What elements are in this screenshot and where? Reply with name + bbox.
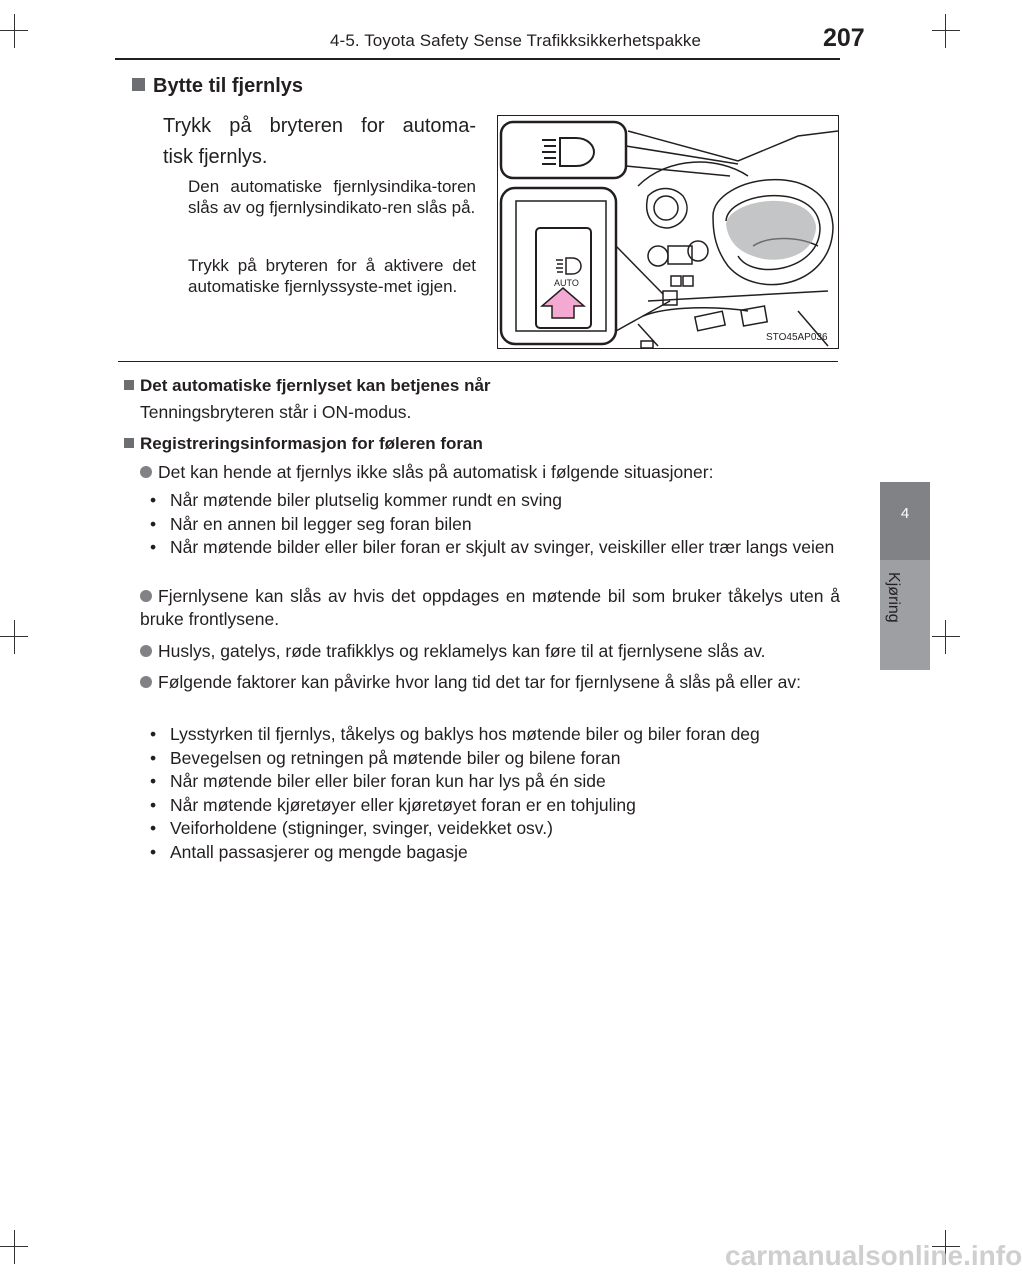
watermark: carmanualsonline.info (725, 1240, 1022, 1271)
square-bullet-icon (124, 438, 134, 448)
instruction-text: Trykk på bryteren for automa- tisk fjernlys. (163, 115, 476, 168)
chapter-label: Kjøring (885, 572, 902, 623)
dashboard-illustration (497, 115, 839, 349)
round-bullet-icon (140, 676, 152, 688)
body-text: Tenningsbryteren står i ON-modus. (140, 402, 412, 422)
section-divider (118, 361, 838, 362)
list-item: • Antall passasjerer og mengde bagasje (140, 841, 835, 865)
auto-switch-label: AUTO (554, 278, 579, 288)
header-rule (115, 58, 840, 60)
list-item: • Når møtende bilder eller biler foran er skjult av svinger, veiskiller eller trær langs veien (140, 536, 835, 560)
body-paragraph: Følgende faktorer kan påvirke hvor lang tid det tar for fjernlysene å slås på eller av: (140, 671, 840, 694)
crop-mark (14, 620, 15, 654)
section-header: 4-5. Toyota Safety Sense Trafikksikkerhetspakke (330, 31, 702, 50)
crop-mark (932, 30, 960, 31)
page-number: 207 (823, 24, 865, 52)
subsection-heading: Det automatiske fjernlyset kan betjenes når (124, 376, 491, 396)
round-bullet-icon (140, 590, 152, 602)
round-bullet-icon (140, 645, 152, 657)
body-paragraph: Det kan hende at fjernlys ikke slås på automatisk i følgende situasjoner: (140, 461, 840, 484)
list-item: • Når møtende biler plutselig kommer rundt en sving (140, 489, 835, 513)
note-text: Den automatiske fjernlysindika-toren slås av og fjernlysindikato-ren slås på. (188, 177, 476, 217)
crop-mark (14, 1230, 15, 1264)
crop-mark (945, 620, 946, 654)
round-bullet-icon (140, 466, 152, 478)
chapter-number: 4 (900, 505, 910, 522)
square-bullet-icon (132, 78, 145, 91)
list-item: • Bevegelsen og retningen på møtende biler og bilene foran (140, 747, 835, 771)
subsection-heading: Registreringsinformasjon for føleren foran (124, 434, 483, 454)
list-item: • Når en annen bil legger seg foran bilen (140, 513, 835, 537)
body-paragraph: Huslys, gatelys, røde trafikklys og reklamelys kan føre til at fjernlysene slås av. (140, 640, 840, 663)
note-text: Trykk på bryteren for å aktivere det automatiske fjernlyssyste-met igjen. (188, 256, 476, 296)
list-item: • Når møtende kjøretøyer eller kjøretøyet foran er en tohjuling (140, 794, 835, 818)
bullet-list (140, 489, 835, 560)
dashboard-drawing (498, 116, 838, 348)
crop-mark (945, 14, 946, 48)
crop-mark (932, 636, 960, 637)
crop-mark (14, 14, 15, 48)
square-bullet-icon (124, 380, 134, 390)
section-heading: Bytte til fjernlys (132, 75, 303, 98)
list-item: • Lysstyrken til fjernlys, tåkelys og baklys hos møtende biler og biler foran deg (140, 723, 835, 747)
bullet-list (140, 723, 835, 864)
list-item: • Veiforholdene (stigninger, svinger, veidekket osv.) (140, 817, 835, 841)
body-paragraph: Fjernlysene kan slås av hvis det oppdages en møtende bil som bruker tåkelys uten å bruke frontlysene. (140, 586, 840, 629)
figure-code: STO45AP036 (766, 332, 828, 343)
list-item: • Når møtende biler eller biler foran kun har lys på én side (140, 770, 835, 794)
